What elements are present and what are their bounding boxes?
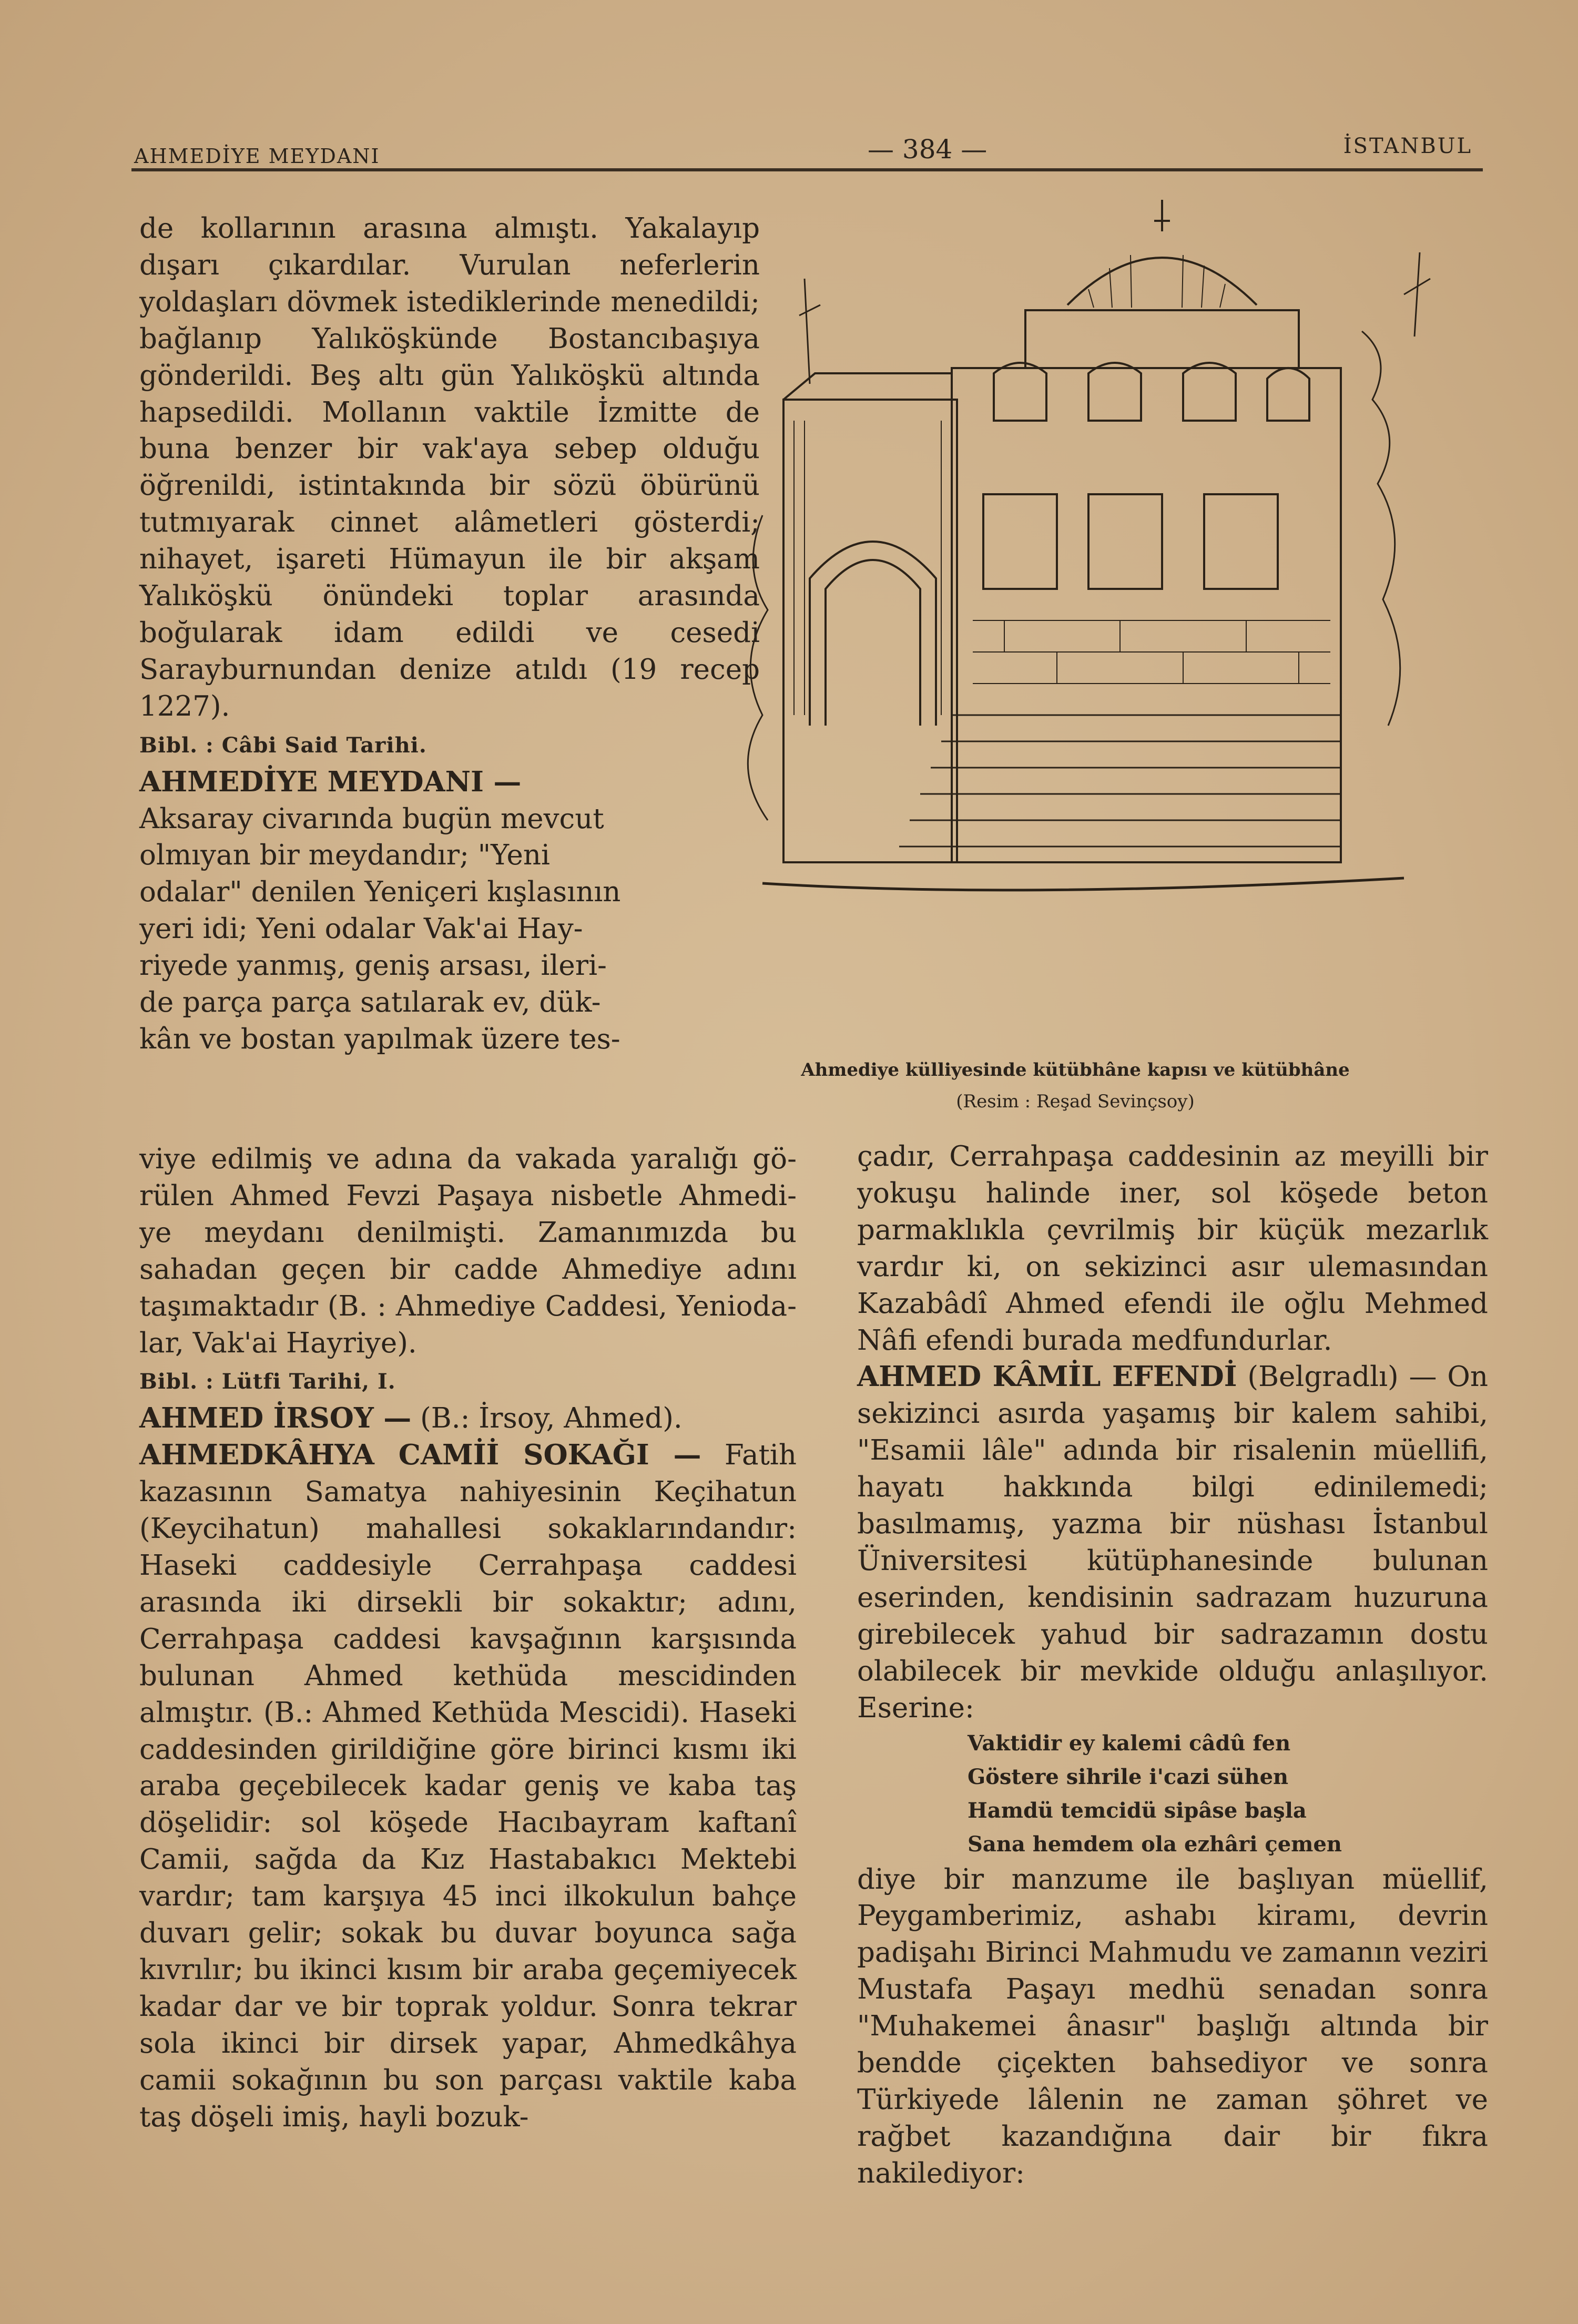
irsoy-text: (B.: İrsoy, Ahmed). <box>420 1402 683 1435</box>
after-verse-paragraph: diye bir manzume ile başlıyan müellif, Peygamberimiz, ashabı kiramı, devrin padişahı Birinci Mahmudu ve zamanın veziri Mustafa Paşayı medhü senadan sonra "Muhakemei ânasır" başlığı altında bir bendde çiçekten bahsediyor ve sonra Türkiyede lâlenin ne zaman şöhret ve rağbet kazandığına dair bir fıkra nakilediyor: <box>857 1863 1488 2189</box>
bibl-lutfi: Bibl. : Lütfi Tarihi, I. <box>139 1369 396 1394</box>
entry-ahmed-kamil-efendi <box>857 1359 1488 1726</box>
left-column-bottom <box>139 1141 797 2135</box>
running-head <box>131 134 1483 171</box>
library-illustration <box>657 200 1488 1052</box>
ahmediye-line: de parça parça satılarak ev, dük- <box>139 986 601 1019</box>
header-rule <box>131 168 1483 171</box>
bibliography <box>139 1361 797 1400</box>
ahmediye-line: riyede yanmış, geniş arsası, ileri- <box>139 950 607 982</box>
headword-irsoy: AHMED İRSOY — <box>139 1402 412 1435</box>
ahmediye-line: odalar" denilen Yeniçeri kışlasının <box>139 876 621 909</box>
running-head-left: AHMEDİYE MEYDANI <box>134 145 380 168</box>
running-head-right: İSTANBUL <box>1343 134 1472 158</box>
ahmediye-line: olmıyan bir meydandır; "Yeni <box>139 839 550 872</box>
verse-block <box>968 1727 1488 1861</box>
verse-line: Hamdü temcidü sipâse başla <box>968 1798 1307 1823</box>
paragraph-molla: de kollarının arasına almıştı. Yakalayıp dışarı çıkardılar. Vurulan neferlerin yoldaşları dövmek istediklerinde menedildi; bağlanıp Yalıköşkünde Bostancıbaşıya gönderildi. Beş altı gün Yalıköşkü altında hapsedildi. Mollanın vaktile İzmitte de buna benzer bir vak'aya sebep olduğu öğrenildi, istintakında bir sözü öbürünü tutmıyarak cinnet alâmetleri gösterdi; nihayet, işareti Hümayun ile bir akşam Yalıköşkü önündeki toplar arasında boğularak idam edildi ve cesedi Sarayburnundan denize atıldı (19 recep 1227). <box>139 212 760 722</box>
kahya-text: Fatih kazasının Samatya nahiyesinin Keçihatun (Keycihatun) mahallesi sokaklarındandır: Haseki caddesiyle Cerrahpaşa caddesi arasında iki dirsekli bir sokaktır; adını, Cerrahpaşa caddesi kavşağının karşısında bulunan Ahmed kethüda mescidinden almıştır. (B.: Ahmed Kethüda Mescidi). Haseki caddesinden girildiğine göre birinci kısmı iki araba geçebilecek kadar geniş ve kaba taş döşelidir: sol köşede Hacıbayram kaftanî Camii, sağda da Kız Hastabakıcı Mektebi vardır; tam karşıya 45 inci ilkokulun bahçe duvarı gelir; sokak bu duvar boyunca sağa kıvrılır; bu ikinci kısım bir araba geçemiyecek kadar dar ve bir toprak yoldur. Sonra tekrar sola ikinci bir dirsek yapar, Ahmedkâhya camii sokağının bu son parçası vaktile kaba taş döşeli imiş, hayli bozuk- <box>139 1439 797 2133</box>
headword-kamil: AHMED KÂMİL EFENDİ <box>857 1360 1237 1393</box>
verse-line: Vaktidir ey kalemi câdû fen <box>968 1730 1291 1756</box>
ahmediye-line: Aksaray civarında bugün mevcut <box>139 802 604 835</box>
entry-ahmedkahya-sokagi <box>139 1437 797 2135</box>
ahmediye-line: kân ve bostan yapılmak üzere tes- <box>139 1023 620 1055</box>
headword-kahya: AHMEDKÂHYA CAMİİ SOKAĞI — <box>139 1439 701 1472</box>
headword-ahmediye: AHMEDİYE MEYDANI — <box>139 765 522 798</box>
bibl-cabi: Bibl. : Câbi Said Tarihi. <box>139 732 427 758</box>
caption-title: Ahmediye külliyesinde kütübhâne kapısı ve kütübhâne <box>801 1059 1350 1081</box>
verse-line: Sana hemdem ola ezhâri çemen <box>968 1831 1342 1857</box>
kamil-text: (Belgradlı) — On sekizinci asırda yaşamış bir kalem sahibi, "Esamii lâle" adında bir risalenin müellifi, hayatı hakkında bilgi edinilemedi; basılmamış, yazma bir nüshası İstanbul Üniversitesi kütüphanesinde bulunan eserinden, kendisinin sadrazam huzuruna girebilecek yahud bir sadrazamın dostu olabilecek bir mevkide olduğu anlaşılıyor. Eserine: <box>857 1361 1488 1724</box>
verse-line: Göstere sihrile i'cazi sühen <box>968 1764 1289 1789</box>
ahmediye-continuation: viye edilmiş ve adına da vakada yaralığı gö- rülen Ahmed Fevzi Paşaya nisbetle Ahmedi- ye meydanı denilmişti. Zamanımızda bu sahadan geçen bir cadde Ahmediye adını taşımaktadır (B. : Ahmediye Caddesi, Yenioda- lar, Vak'ai Hayriye). <box>139 1143 797 1359</box>
kahya-continuation: çadır, Cerrahpaşa caddesinin az meyilli bir yokuşu halinde iner, sol köşede beton parmaklıkla çevrilmiş bir küçük mezarlık vardır ki, on sekizinci asır ulemasından Kazabâdî Ahmed efendi ile oğlu Mehmed Nâfi efendi burada medfundurlar. <box>857 1140 1488 1357</box>
library-sketch <box>657 200 1488 1052</box>
page-number: — 384 — <box>868 134 987 165</box>
right-column <box>857 1138 1488 2192</box>
caption-credit: (Resim : Reşad Sevinçsoy) <box>956 1091 1195 1112</box>
figure-caption <box>720 1054 1430 1117</box>
entry-ahmed-irsoy <box>139 1400 797 1437</box>
ahmediye-line: yeri idi; Yeni odalar Vak'ai Hay- <box>139 913 583 945</box>
